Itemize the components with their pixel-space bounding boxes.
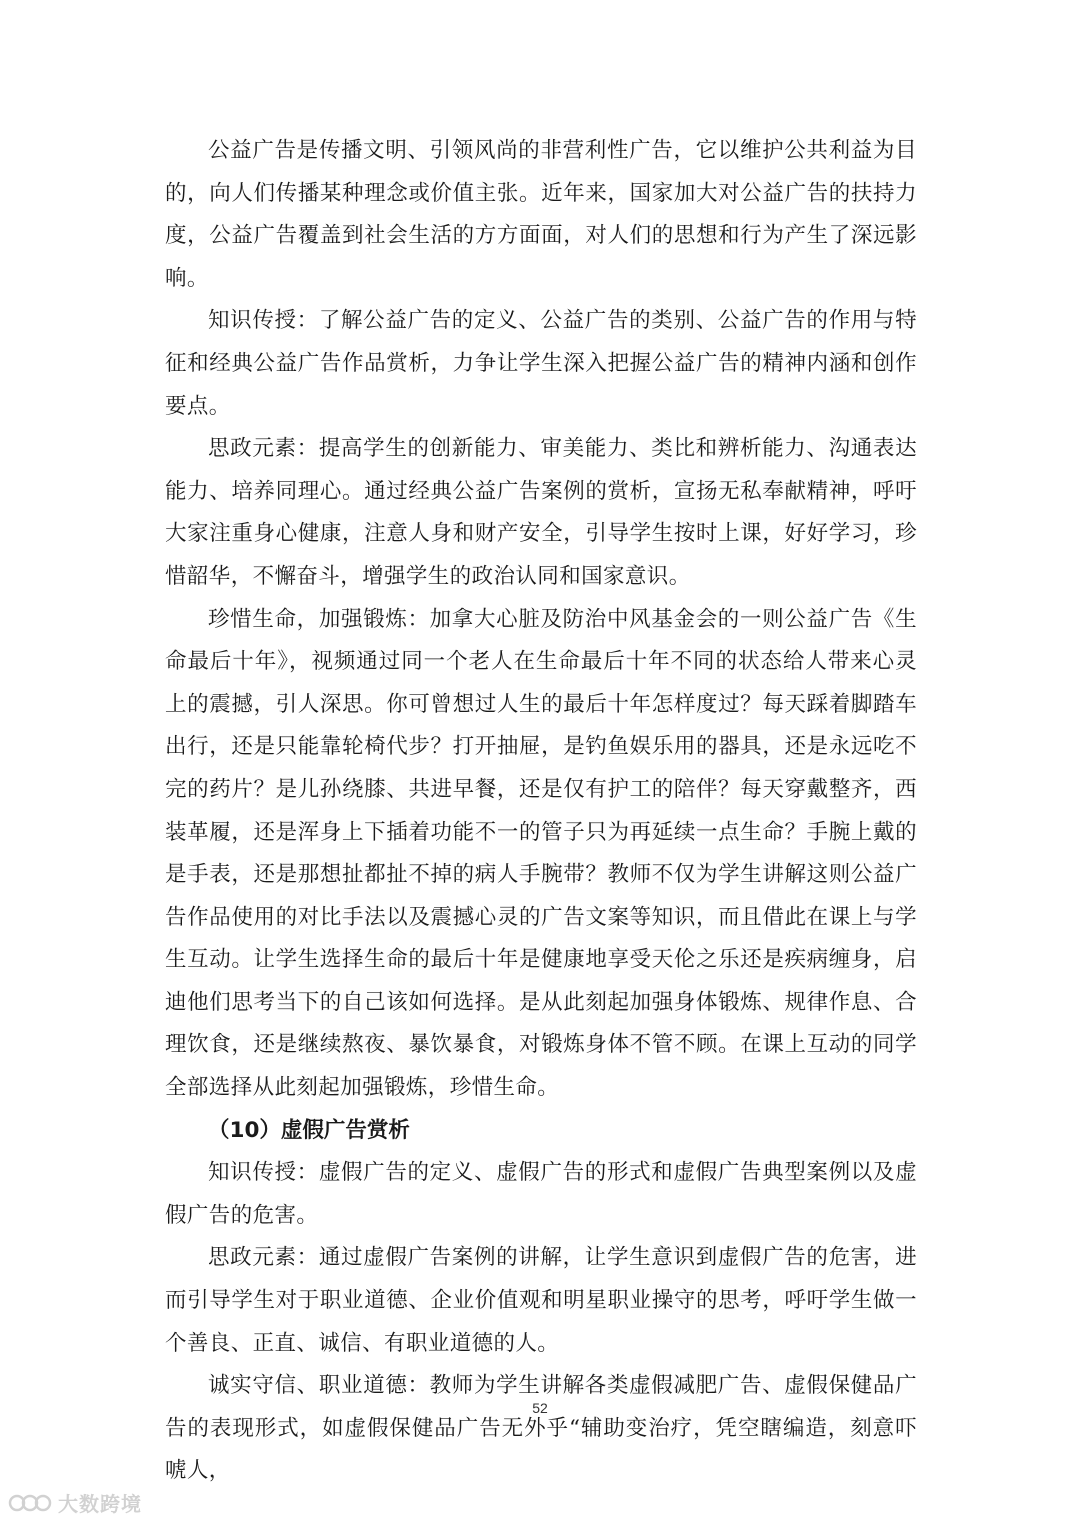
paragraph-knowledge-public-ads: 知识传授：了解公益广告的定义、公益广告的类别、公益广告的作用与特征和经典公益广告作品赏析，力争让学生深入把握公益广告的精神内涵和创作要点。 bbox=[165, 308, 917, 419]
paragraph-public-ads-intro: 公益广告是传播文明、引领风尚的非营利性广告，它以维护公共利益为目的，向人们传播某种理念或价值主张。近年来，国家加大对公益广告的扶持力度，公益广告覆盖到社会生活的方方面面，对人们的思想和行为产生了深远影响。 bbox=[165, 138, 917, 291]
section-heading-false-ads: （10）虚假广告赏析 bbox=[208, 1117, 410, 1143]
paragraph-ideology-false-ads: 思政元素：通过虚假广告案例的讲解，让学生意识到虚假广告的危害，进而引导学生对于职业道德、企业价值观和明星职业操守的思考，呼吁学生做一个善良、正直、诚信、有职业道德的人。 bbox=[165, 1245, 917, 1356]
document-body bbox=[165, 130, 917, 1493]
paragraph-knowledge-false-ads: 知识传授：虚假广告的定义、虚假广告的形式和虚假广告典型案例以及虚假广告的危害。 bbox=[165, 1160, 917, 1228]
watermark bbox=[8, 1488, 142, 1517]
paragraph-ideology-public-ads: 思政元素：提高学生的创新能力、审美能力、类比和辨析能力、沟通表达能力、培养同理心。通过经典公益广告案例的赏析，宣扬无私奉献精神，呼吁大家注重身心健康，注意人身和财产安全，引导学生按时上课，好好学习，珍惜韶华，不懈奋斗，增强学生的政治认同和国家意识。 bbox=[165, 436, 917, 589]
watermark-logo-icon bbox=[8, 1490, 52, 1516]
paragraph-cherish-life: 珍惜生命，加强锻炼：加拿大心脏及防治中风基金会的一则公益广告《生命最后十年》，视频通过同一个老人在生命最后十年不同的状态给人带来心灵上的震撼，引人深思。你可曾想过人生的最后十年怎样度过？每天踩着脚踏车出行，还是只能靠轮椅代步？打开抽屉，是钓鱼娱乐用的器具，还是永远吃不完的药片？是儿孙绕膝、共进早餐，还是仅有护工的陪伴？每天穿戴整齐，西装革履，还是浑身上下插着功能不一的管子只为再延续一点生命？手腕上戴的是手表，还是那想扯都扯不掉的病人手腕带？教师不仅为学生讲解这则公益广告作品使用的对比手法以及震撼心灵的广告文案等知识，而且借此在课上与学生互动。让学生选择生命的最后十年是健康地享受天伦之乐还是疾病缠身，启迪他们思考当下的自己该如何选择。是从此刻起加强身体锻炼、规律作息、合理饮食，还是继续熬夜、暴饮暴食，对锻炼身体不管不顾。在课上互动的同学全部选择从此刻起加强锻炼，珍惜生命。 bbox=[165, 606, 917, 1101]
page-number: 52 bbox=[532, 1400, 548, 1416]
watermark-text: 大数跨境 bbox=[58, 1492, 142, 1516]
paragraph-honesty-ethics: 诚实守信、职业道德：教师为学生讲解各类虚假减肥广告、虚假保健品广告的表现形式，如虚假保健品广告无外乎“辅助变治疗，凭空瞎编造，刻意吓唬人， bbox=[165, 1373, 917, 1484]
